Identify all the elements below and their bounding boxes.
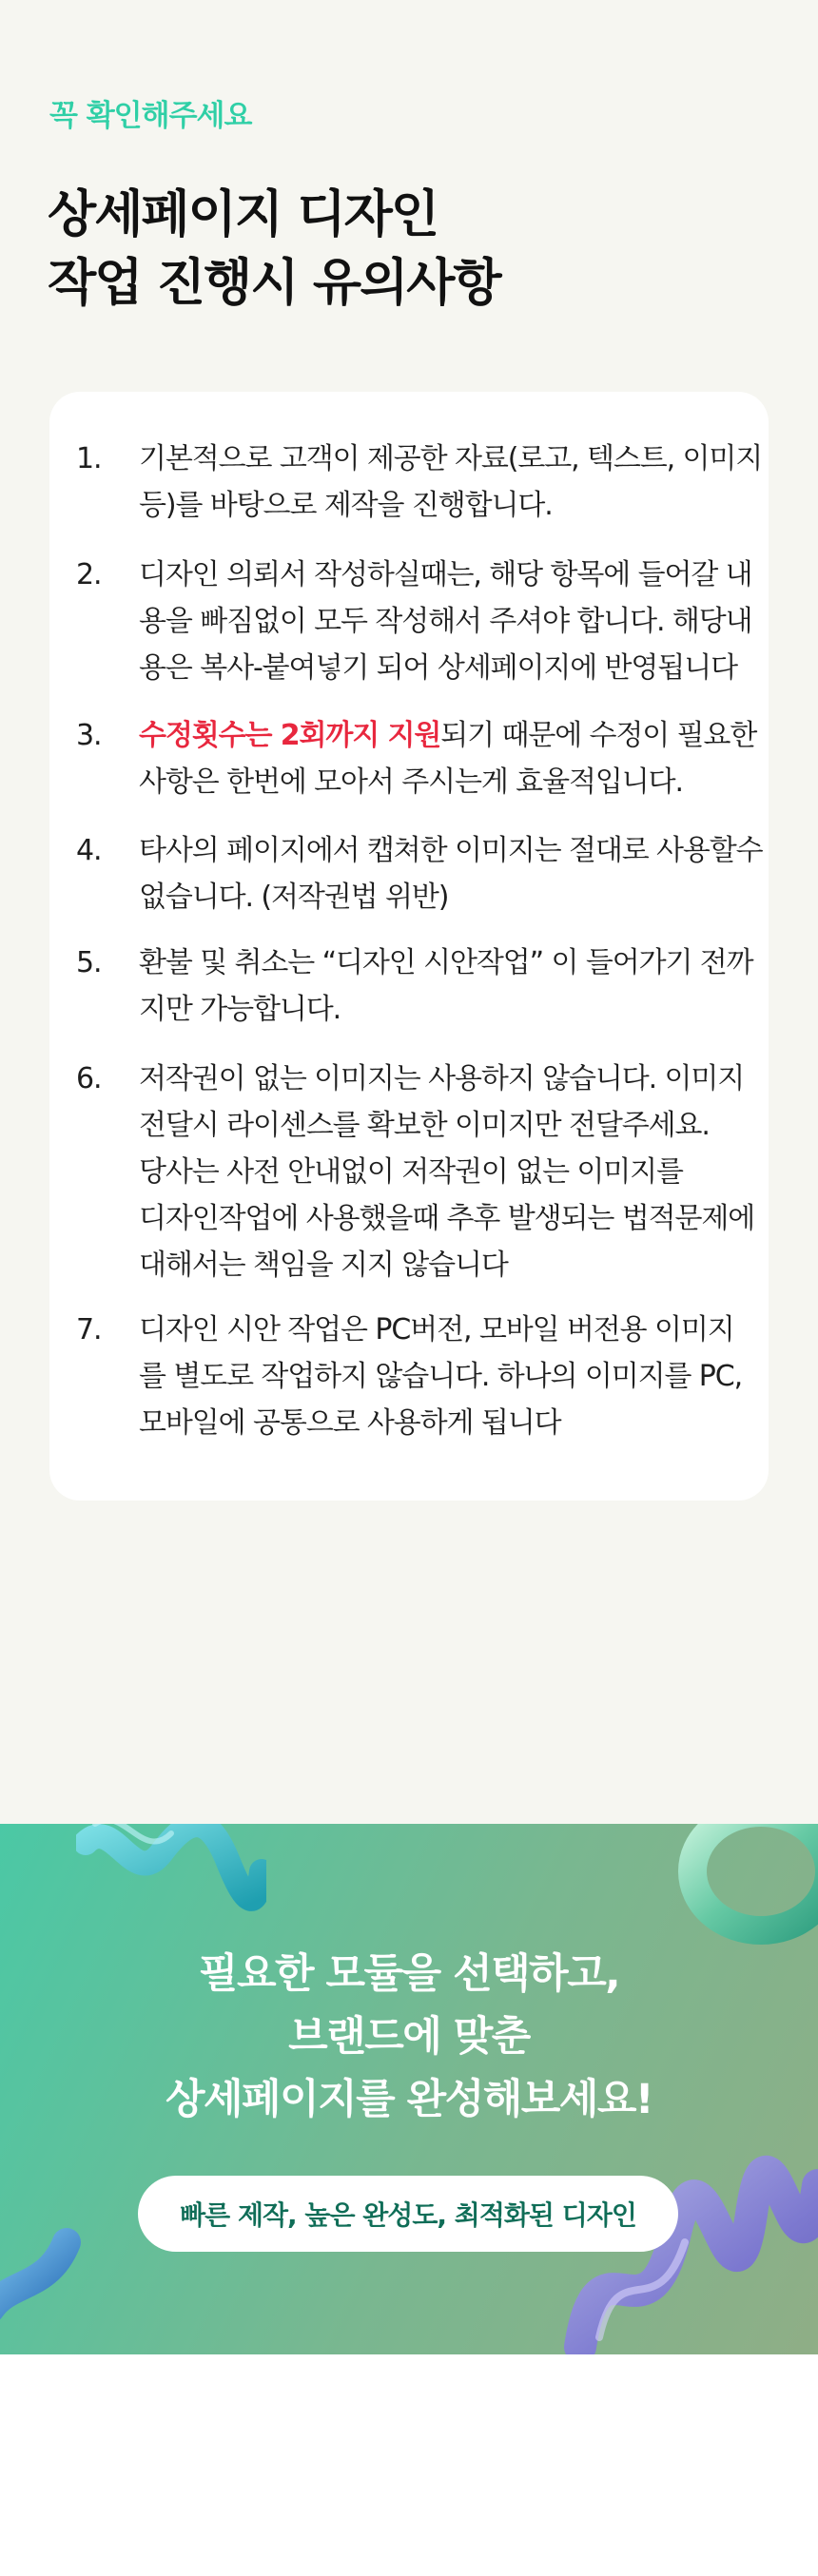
item-line: 없습니다. (저작권법 위반) — [139, 881, 449, 914]
item-line: 용을 빠짐없이 모두 작성해서 주셔야 합니다. 해당내 — [139, 605, 752, 638]
item-line: 환불 및 취소는 “디자인 시안작업” 이 들어가기 전까 — [139, 946, 753, 979]
item-line: 전달시 라이센스를 확보한 이미지만 전달주세요. — [139, 1109, 710, 1142]
item-text — [139, 827, 767, 920]
item-line: 등)를 바탕으로 제작을 진행합니다. — [139, 489, 553, 522]
cta-banner — [0, 1824, 818, 2354]
cta-pill-button[interactable]: 빠른 제작, 높은 완성도, 최적화된 디자인 — [138, 2176, 678, 2252]
cta-headline — [0, 1943, 818, 2131]
item-text — [139, 712, 767, 805]
cta-headline-line: 필요한 모듈을 선택하고, — [198, 1950, 620, 1998]
item-number: 1. — [76, 442, 102, 475]
cta-headline-line: 상세페이지를 완성해보세요! — [165, 2076, 653, 2123]
cta-headline-line: 브랜드에 맞춘 — [288, 2013, 530, 2061]
page-title-line: 작업 진행시 유의사항 — [48, 254, 500, 312]
item-text — [139, 1056, 767, 1288]
item-line: 사항은 한번에 모아서 주시는게 효율적입니다. — [139, 765, 683, 799]
item-line: 대해서는 책임을 지지 않습니다 — [139, 1249, 508, 1282]
teal-spiral-icon — [76, 1824, 266, 1919]
item-number: 2. — [76, 558, 102, 591]
item-line: 용은 복사-붙여넣기 되어 상세페이지에 반영됩니다 — [139, 651, 737, 685]
item-line: 지만 가능합니다. — [139, 993, 341, 1026]
notice-eyebrow: 꼭 확인해주세요 — [49, 99, 252, 133]
page-title — [48, 181, 500, 318]
item-line: 저작권이 없는 이미지는 사용하지 않습니다. 이미지 — [139, 1062, 745, 1095]
item-text — [139, 552, 767, 691]
blue-tube-icon — [0, 2223, 86, 2328]
mint-ring-icon — [647, 1824, 818, 1957]
item-number: 4. — [76, 834, 102, 867]
item-line: 당사는 사전 안내없이 저작권이 없는 이미지를 — [139, 1155, 683, 1189]
highlight-text: 수정횟수는 2회까지 지원 — [139, 719, 441, 752]
item-line: 디자인 시안 작업은 PC버전, 모바일 버전용 이미지 — [139, 1313, 734, 1346]
item-text — [139, 436, 767, 529]
item-number: 7. — [76, 1313, 102, 1346]
item-line: 기본적으로 고객이 제공한 자료(로고, 텍스트, 이미지 — [139, 442, 763, 475]
item-text — [139, 1307, 767, 1446]
item-line — [139, 712, 767, 759]
item-line: 를 별도로 작업하지 않습니다. 하나의 이미지를 PC, — [139, 1360, 743, 1393]
item-text — [139, 939, 767, 1033]
item-number: 6. — [76, 1062, 102, 1095]
item-number: 3. — [76, 719, 102, 752]
item-line: 타사의 페이지에서 캡쳐한 이미지는 절대로 사용할수 — [139, 834, 763, 867]
page-title-line: 상세페이지 디자인 — [48, 185, 438, 243]
item-line: 디자인 의뢰서 작성하실때는, 해당 항목에 들어갈 내 — [139, 558, 752, 591]
item-line-rest: 되기 때문에 수정이 필요한 — [440, 719, 757, 752]
item-line: 디자인작업에 사용했을때 추후 발생되는 법적문제에 — [139, 1202, 755, 1235]
notice-card — [49, 392, 769, 1501]
item-number: 5. — [76, 946, 102, 979]
item-line: 모바일에 공통으로 사용하게 됩니다 — [139, 1406, 561, 1440]
